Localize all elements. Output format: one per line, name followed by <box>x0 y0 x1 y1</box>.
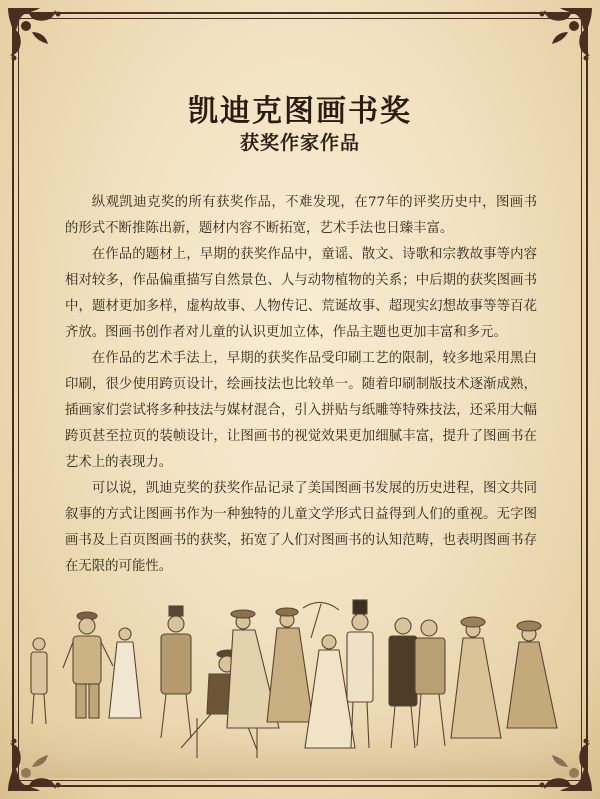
paragraph: 在作品的艺术手法上，早期的获奖作品受印刷工艺的限制，较多地采用黑白印刷，很少使用跨页设计，绘画技法也比较单一。随着印刷制版技术逐渐成熟，插画家们尝试将多种技法与媒材混合，引入拼贴与纸雕等特殊技法，还采用大幅跨页甚至拉页的装帧设计，让图画书的视觉效果更加细腻丰富，提升了图画书在艺术上的表现力。 <box>65 351 537 470</box>
paragraph: 纵观凯迪克奖的所有获奖作品，不难发现，在77年的评奖历史中，图画书的形式不断推陈出新，题材内容不断拓宽，艺术手法也日臻丰富。 <box>65 195 537 236</box>
page-subtitle: 获奖作家作品 <box>239 132 360 154</box>
paragraph: 可以说，凯迪克奖的获奖作品记录了美国图画书发展的历史进程，图文共同叙事的方式让图画书作为一种独特的儿童文学形式日益得到人们的重视。无字图画书及上百页图画书的获奖，拓宽了人们对图画书的认知范畴，也表明图画书存在无限的可能性。 <box>65 481 537 574</box>
corner-flourish-icon <box>6 6 70 70</box>
page-title: 凯迪克图画书奖 <box>188 94 412 129</box>
corner-flourish-icon <box>530 6 594 70</box>
paragraph: 在作品的题材上，早期的获奖作品中，童谣、散文、诗歌和宗教故事等内容相对较多，作品偏重描写自然景色、人与动物植物的关系；中后期的获奖图画书中，题材更加多样，虚构故事、人物传记、荒诞故事、超现实幻想故事等等百花齐放。图画书创作者对儿童的认识更加立体，作品主题也更加丰富和多元。 <box>65 247 537 340</box>
article-body <box>65 190 537 580</box>
victorian-crowd-illustration <box>21 598 579 778</box>
